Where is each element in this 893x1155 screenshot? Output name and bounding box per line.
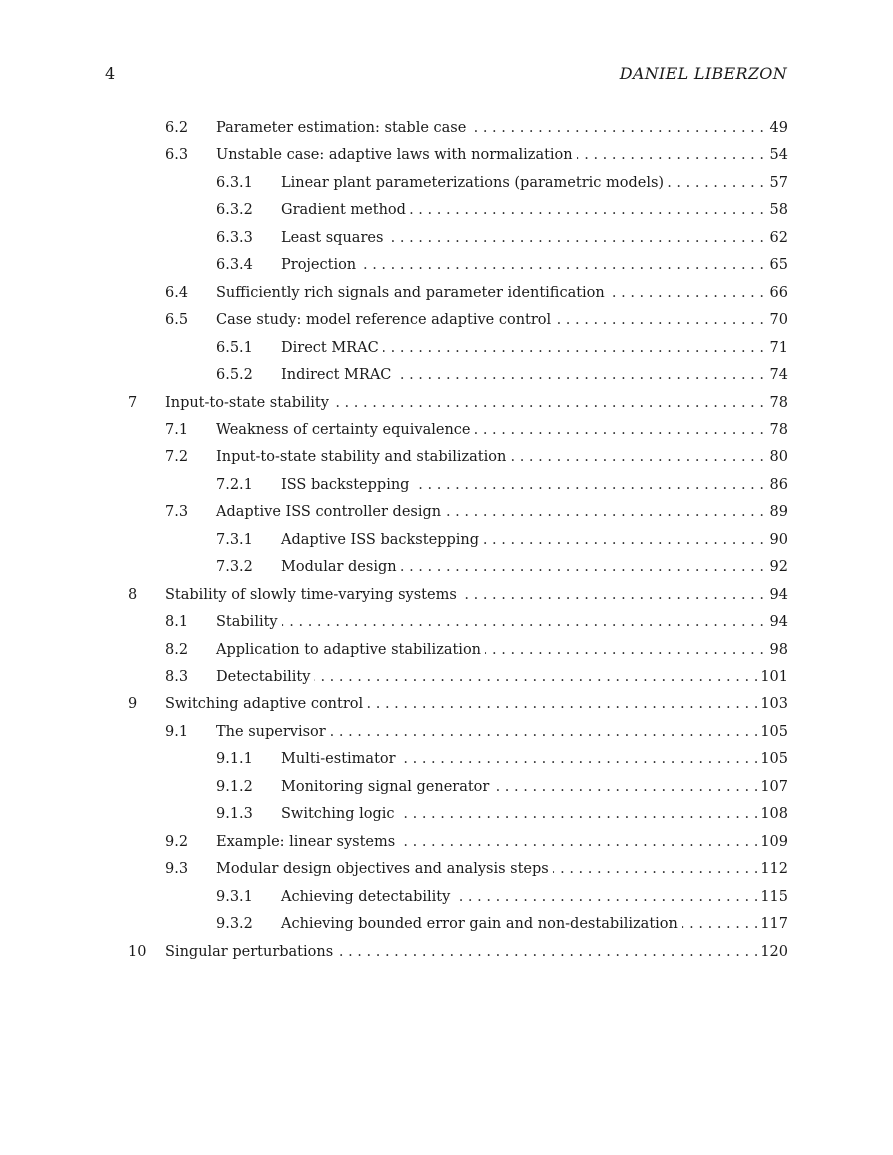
toc-entry-line (216, 640, 788, 660)
toc-entry[interactable] (0, 914, 893, 934)
toc-entry-page: 86 (769, 476, 788, 493)
toc-entry-number: 8.1 (165, 614, 189, 631)
toc-entry-page: 108 (760, 806, 788, 823)
toc-entry-title: Singular perturbations (165, 943, 334, 960)
toc-entry-number: 6.4 (165, 284, 189, 301)
toc-entry-page: 65 (769, 257, 788, 274)
dot-leader (682, 914, 758, 934)
toc-entry-line (281, 173, 788, 193)
dot-leader (401, 557, 764, 577)
dot-leader (387, 228, 764, 248)
toc-entry-page: 78 (769, 394, 788, 411)
dot-leader (577, 145, 764, 165)
toc-entry-page: 89 (769, 504, 788, 521)
toc-entry-line (165, 393, 788, 413)
toc-entry[interactable] (0, 447, 893, 467)
toc-entry-line (216, 832, 788, 852)
toc-entry-number: 7.1 (165, 421, 189, 438)
dot-leader (282, 612, 764, 632)
toc-entry-page: 80 (769, 449, 788, 466)
toc-entry-title: Detectability (216, 669, 311, 685)
dot-leader (668, 173, 764, 193)
toc-entry-line (216, 502, 788, 522)
toc-entry-title: Parameter estimation: stable case (216, 120, 467, 136)
toc-entry-number: 9.3.2 (216, 916, 253, 933)
dot-leader (360, 255, 764, 275)
toc-entry-line (165, 942, 788, 962)
toc-entry-title: The supervisor (216, 723, 326, 740)
toc-entry-title: Application to adaptive stabilization (216, 641, 482, 658)
toc-entry-title: Modular design objectives and analysis steps (216, 861, 549, 878)
toc-entry-number: 6.3.2 (216, 202, 253, 219)
dot-leader (609, 283, 764, 303)
toc-entry-title: Gradient method (281, 202, 406, 219)
dot-leader (510, 447, 764, 467)
toc-entry-number: 6.5 (165, 312, 189, 329)
toc-entry-line (281, 255, 788, 275)
toc-entry-number: 6.5.1 (216, 339, 253, 356)
toc-entry-line (216, 667, 788, 687)
toc-entry-title: Adaptive ISS controller design (216, 504, 442, 521)
toc-entry-line (281, 914, 788, 934)
toc-entry[interactable] (0, 255, 893, 275)
toc-entry-line (281, 200, 788, 220)
toc-entry-number: 7.2 (165, 449, 189, 466)
dot-leader (454, 887, 758, 907)
page-number: 4 (105, 64, 116, 83)
toc-entry-line (216, 118, 788, 138)
toc-entry[interactable] (0, 145, 893, 165)
dot-leader (475, 420, 765, 440)
toc-entry-title: Modular design (281, 559, 397, 576)
toc-entry-title: Sufficiently rich signals and parameter identification (216, 284, 605, 301)
toc-entry-page: 101 (760, 669, 788, 685)
toc-entry[interactable] (0, 859, 893, 879)
toc-entry[interactable] (0, 694, 893, 714)
toc-entry[interactable] (0, 420, 893, 440)
toc-entry[interactable] (0, 942, 893, 962)
toc-entry-number: 9.3 (165, 861, 189, 878)
toc-entry[interactable] (0, 283, 893, 303)
toc-entry-title: Achieving detectability (281, 888, 451, 905)
toc-entry[interactable] (0, 777, 893, 797)
toc-entry-line (281, 749, 788, 769)
toc-entry-number: 9.3.1 (216, 888, 253, 905)
toc-entry-page: 109 (760, 833, 788, 850)
toc-entry-page: 58 (769, 202, 788, 219)
toc-entry[interactable] (0, 585, 893, 605)
toc-entry-page: 107 (760, 778, 788, 795)
dot-leader (337, 942, 758, 962)
toc-entry-title: Achieving bounded error gain and non-destabilization (281, 916, 678, 933)
toc-entry-title: Weakness of certainty equivalence (216, 421, 471, 438)
toc-entry-number: 9.1.3 (216, 806, 253, 823)
toc-entry-page: 54 (769, 147, 788, 164)
toc-entry-title: Case study: model reference adaptive control (216, 312, 552, 329)
toc-entry-page: 70 (769, 312, 788, 329)
toc-entry-title: ISS backstepping (281, 476, 410, 493)
toc-entry-number: 9.1.2 (216, 778, 253, 795)
toc-entry-line (281, 365, 788, 385)
toc-entry[interactable] (0, 475, 893, 495)
toc-entry-line (216, 859, 788, 879)
toc-entry[interactable] (0, 530, 893, 550)
toc-entry-number: 6.3.1 (216, 174, 253, 191)
toc-entry[interactable] (0, 393, 893, 413)
toc-entry-page: 71 (769, 339, 788, 356)
toc-entry-page: 57 (769, 174, 788, 191)
dot-leader (553, 859, 759, 879)
dot-leader (461, 585, 764, 605)
toc-entry-number: 8 (128, 586, 138, 603)
dot-leader (410, 200, 764, 220)
toc-entry-line (281, 475, 788, 495)
toc-entry-title: Stability of slowly time-varying systems (165, 586, 457, 603)
toc-entry-number: 7.3 (165, 504, 189, 521)
dot-leader (399, 804, 759, 824)
toc-entry-number: 7.2.1 (216, 476, 253, 493)
toc-entry-page: 92 (769, 559, 788, 576)
toc-entry-number: 7.3.1 (216, 531, 253, 548)
dot-leader (413, 475, 764, 495)
toc-entry-page: 90 (769, 531, 788, 548)
toc-entry-line (281, 530, 788, 550)
toc-entry-page: 94 (769, 614, 788, 631)
toc-entry[interactable] (0, 722, 893, 742)
toc-entry-title: Switching logic (281, 806, 395, 823)
dot-leader (330, 722, 759, 742)
dot-leader (485, 640, 764, 660)
toc-entry[interactable] (0, 200, 893, 220)
dot-leader (493, 777, 758, 797)
toc-entry[interactable] (0, 310, 893, 330)
toc-entry-page: 117 (760, 916, 788, 933)
toc-entry-title: Least squares (281, 229, 384, 246)
toc-entry-line (281, 228, 788, 248)
toc-entry[interactable] (0, 365, 893, 385)
dot-leader (470, 118, 764, 138)
toc-entry-number: 9.1 (165, 723, 189, 740)
dot-leader (367, 694, 758, 714)
toc-entry-number: 6.3.3 (216, 229, 253, 246)
dot-leader (399, 832, 758, 852)
toc-entry-page: 112 (760, 861, 788, 878)
toc-entry-number: 9 (128, 696, 138, 713)
toc-entry-title: Switching adaptive control (165, 696, 364, 713)
toc-entry-title: Indirect MRAC (281, 367, 392, 384)
dot-leader (555, 310, 764, 330)
toc-entry-page: 94 (769, 586, 788, 603)
toc-entry-title: Linear plant parameterizations (parametric models) (281, 174, 665, 191)
toc-entry-title: Multi-estimator (281, 751, 396, 768)
toc-entry[interactable] (0, 502, 893, 522)
toc-entry-line (216, 447, 788, 467)
toc-entry-title: Input-to-state stability (165, 394, 329, 411)
toc-entry-line (216, 283, 788, 303)
toc-entry-line (216, 722, 788, 742)
toc-entry[interactable] (0, 228, 893, 248)
toc-entry-line (216, 420, 788, 440)
dot-leader (483, 530, 764, 550)
toc-entry[interactable] (0, 832, 893, 852)
toc-entry-page: 74 (769, 367, 788, 384)
toc-entry[interactable] (0, 749, 893, 769)
dot-leader (445, 502, 764, 522)
toc-entry-title: Direct MRAC (281, 339, 379, 356)
toc-entry-title: Monitoring signal generator (281, 778, 490, 795)
toc-entry-title: Adaptive ISS backstepping (281, 531, 479, 548)
toc-entry-page: 78 (769, 421, 788, 438)
toc-entry-title: Projection (281, 257, 357, 274)
toc-entry-number: 10 (128, 943, 147, 960)
toc-entry-page: 49 (769, 120, 788, 136)
toc-entry-number: 6.5.2 (216, 367, 253, 384)
toc-entry[interactable] (0, 887, 893, 907)
toc-entry-title: Input-to-state stability and stabilization (216, 449, 507, 466)
toc-entry-page: 120 (760, 943, 788, 960)
dot-leader (383, 338, 764, 358)
toc-entry-line (281, 887, 788, 907)
running-head: DANIEL LIBERZON (619, 64, 787, 83)
toc-entry-number: 6.3.4 (216, 257, 253, 274)
toc-entry-line (281, 804, 788, 824)
toc-entry-page: 103 (760, 696, 788, 713)
dot-leader (400, 749, 759, 769)
toc-entry[interactable] (0, 118, 893, 138)
toc-entry[interactable] (0, 804, 893, 824)
toc-entry-number: 8.3 (165, 669, 189, 685)
toc-entry-number: 7 (128, 394, 138, 411)
toc-entry-number: 6.3 (165, 147, 189, 164)
toc-entry-line (216, 145, 788, 165)
toc-entry-page: 115 (760, 888, 788, 905)
toc-entry-title: Example: linear systems (216, 833, 396, 850)
toc-entry-line (281, 338, 788, 358)
toc-entry-line (216, 310, 788, 330)
toc-entry[interactable] (0, 557, 893, 577)
toc-entry-page: 62 (769, 229, 788, 246)
toc-entry-page: 105 (760, 723, 788, 740)
dot-leader (395, 365, 764, 385)
toc-entry-line (165, 585, 788, 605)
toc-entry-number: 9.1.1 (216, 751, 253, 768)
toc-entry-page: 105 (760, 751, 788, 768)
toc-entry[interactable] (0, 338, 893, 358)
toc-entry-number: 7.3.2 (216, 559, 253, 576)
toc-entry-title: Unstable case: adaptive laws with normalization (216, 147, 573, 164)
toc-entry[interactable] (0, 667, 893, 687)
toc-entry[interactable] (0, 612, 893, 632)
toc-entry-line (281, 777, 788, 797)
dot-leader (333, 393, 764, 413)
toc-entry[interactable] (0, 640, 893, 660)
toc-entry-line (216, 612, 788, 632)
toc-entry-page: 98 (769, 641, 788, 658)
toc-entry-number: 6.2 (165, 120, 189, 136)
toc-entry-number: 9.2 (165, 833, 189, 850)
toc-entry[interactable] (0, 173, 893, 193)
toc-entry-page: 66 (769, 284, 788, 301)
toc-entry-line (165, 694, 788, 714)
toc-entry-title: Stability (216, 614, 278, 631)
toc-entry-line (281, 557, 788, 577)
dot-leader (314, 667, 758, 687)
toc-entry-number: 8.2 (165, 641, 189, 658)
